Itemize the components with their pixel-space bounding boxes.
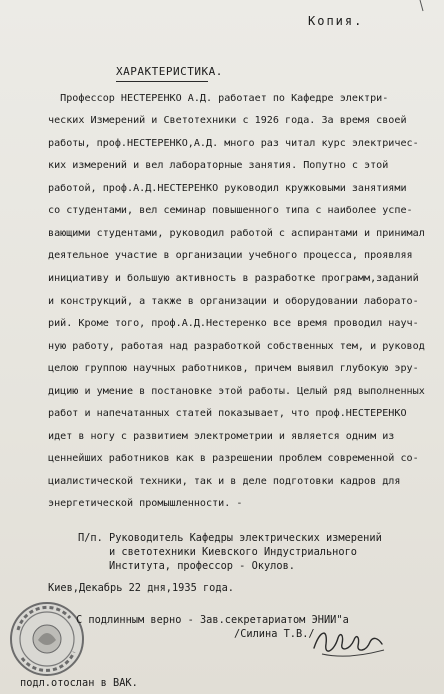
body-line: ную работу, работая над разработкой собственных тем, и руковод (48, 341, 425, 352)
signature-line: и светотехники Киевского Индустриального (78, 546, 357, 558)
seal-stamp (8, 600, 86, 678)
edge-mark (418, 0, 426, 12)
body-line: со студентами, вел семинар повышенного типа с наиболее успе- (48, 205, 413, 216)
signature-line: Института, профессор - Окулов. (78, 560, 295, 572)
body-line: ческих Измерений и Светотехники с 1926 года. За время своей (48, 115, 407, 126)
footer-note: подл.отослан в ВАК. (20, 677, 138, 689)
body-line: и конструкций, а также в организации и оборудовании лаборато- (48, 296, 419, 307)
body-line: циалистической техники, так и в деле подготовки кадров для (48, 476, 401, 487)
body-line: вающими студентами, руководил работой с аспирантами и принимал (48, 228, 425, 239)
body-line: работы, проф.НЕСТЕРЕНКО,А.Д. много раз читал курс электричес- (48, 138, 419, 149)
body-line: идет в ногу с развитием электрометрии и является одним из (48, 431, 395, 442)
body-line: ценнейших работников как в разрешении проблем современной со- (48, 453, 419, 464)
certification-line: С подлинным верно - Зав.секретариатом ЭНИИ"а (76, 614, 349, 626)
body-line: энергетической промышленности. - (48, 498, 243, 509)
body-line: Профессор НЕСТЕРЕНКО А.Д. работает по Кафедре электри- (48, 93, 389, 104)
body-line: деятельное участие в организации учебного процесса, проявляя (48, 250, 413, 261)
body-line: работ и напечатанных статей показывает, что проф.НЕСТЕРЕНКО (48, 408, 407, 419)
body-line: рий. Кроме того, проф.А.Д.Нестеренко все время проводил науч- (48, 318, 419, 329)
place-date: Киев,Декабрь 22 дня,1935 года. (48, 582, 234, 594)
body-line: дицию и умение в постановке этой работы. Целый ряд выполненных (48, 386, 425, 397)
body-line: целою группою научных работников, причем выявил глубокую эру- (48, 363, 419, 374)
handwritten-signature (310, 622, 386, 662)
body-line: ких измерений и вел лабораторные занятия. Попутно с этой (48, 160, 389, 171)
certifier-name: /Силина Т.В./ (234, 628, 315, 640)
document-title: ХАРАКТЕРИСТИКА. (116, 65, 223, 78)
body-line: инициативу и большую активность в разработке программ,заданий (48, 273, 419, 284)
title-underline (116, 81, 208, 82)
signature-line: П/п. Руководитель Кафедры электрических измерений (78, 532, 382, 544)
copy-label: Копия. (308, 14, 364, 28)
body-line: работой, проф.А.Д.НЕСТЕРЕНКО руководил кружковыми занятиями (48, 183, 407, 194)
